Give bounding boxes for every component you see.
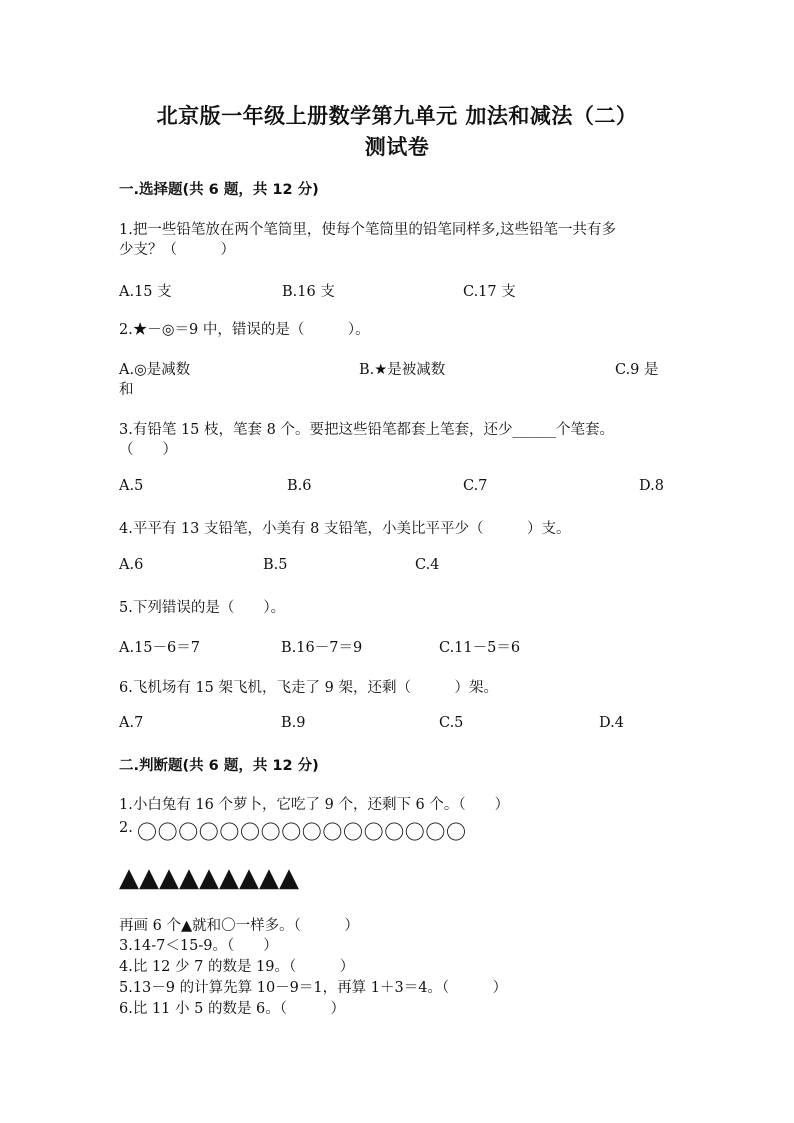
judge-3-text: 3.14-7＜15-9。（ ） [119,938,278,954]
question-1-text: 1.把一些铅笔放在两个笔筒里，使每个笔筒里的铅笔同样多,这些铅笔一共有多 [119,222,616,238]
triangles-row: ▲▲▲▲▲▲▲▲▲ [119,863,299,893]
q6-option-d: D.4 [599,715,624,731]
q3-option-b: B.6 [287,478,312,494]
q4-option-c: C.4 [415,557,440,573]
q2-option-c-wrap: 和 [119,382,134,398]
circles-row: 〇〇〇〇〇〇〇〇〇〇〇〇〇〇〇〇 [137,820,467,844]
q4-option-a: A.6 [119,557,144,573]
q2-option-b: B.★是被减数 [359,362,446,378]
q3-option-d: D.8 [639,478,664,494]
page-subtitle: 测试卷 [364,134,430,159]
section-choice-heading: 一.选择题(共 6 题，共 12 分) [119,182,319,198]
question-2-text: 2.★－◎＝9 中，错误的是（ ）。 [119,322,370,338]
question-5-text: 5.下列错误的是（ ）。 [119,600,286,616]
q4-option-b: B.5 [263,557,288,573]
question-4-text: 4.平平有 13 支铅笔，小美有 8 支铅笔，小美比平平少（ ）支。 [119,521,571,537]
question-6-text: 6.飞机场有 15 架飞机，飞走了 9 架，还剩（ ）架。 [119,680,498,696]
q2-option-c: C.9 是 [615,362,659,378]
judge-5-text: 5.13－9 的计算先算 10－9＝1，再算 1＋3＝4。（ ） [119,980,508,996]
page-title: 北京版一年级上册数学第九单元 加法和减法（二） [156,103,638,128]
question-3-text: 3.有铅笔 15 枝，笔套 8 个。要把这些铅笔都套上笔套，还少______个笔套。 [119,422,614,438]
judge-6-text: 6.比 11 小 5 的数是 6。（ ） [119,1001,346,1017]
question-1-text-cont: 少支？（ ） [119,242,235,258]
q5-option-b: B.16－7＝9 [281,640,363,656]
q1-option-c: C.17 支 [463,284,516,300]
q6-option-b: B.9 [281,715,306,731]
judge-1-text: 1.小白兔有 16 个萝卜，它吃了 9 个，还剩下 6 个。（ ） [119,797,510,813]
question-3-text-cont: （ ） [119,442,177,458]
section-judge-heading: 二.判断题(共 6 题，共 12 分) [119,758,319,774]
q6-option-c: C.5 [439,715,464,731]
q3-option-c: C.7 [463,478,488,494]
q6-option-a: A.7 [119,715,144,731]
q2-option-a: A.◎是减数 [119,362,191,378]
q1-option-b: B.16 支 [282,284,335,300]
judge-2-number: 2. [119,820,133,836]
q3-option-a: A.5 [119,478,144,494]
q1-option-a: A.15 支 [119,284,172,300]
judge-2-text: 再画 6 个▲就和〇一样多。（ ） [119,918,359,934]
q5-option-c: C.11－5＝6 [439,640,521,656]
judge-4-text: 4.比 12 少 7 的数是 19。（ ） [119,959,355,975]
q5-option-a: A.15－6＝7 [119,640,200,656]
